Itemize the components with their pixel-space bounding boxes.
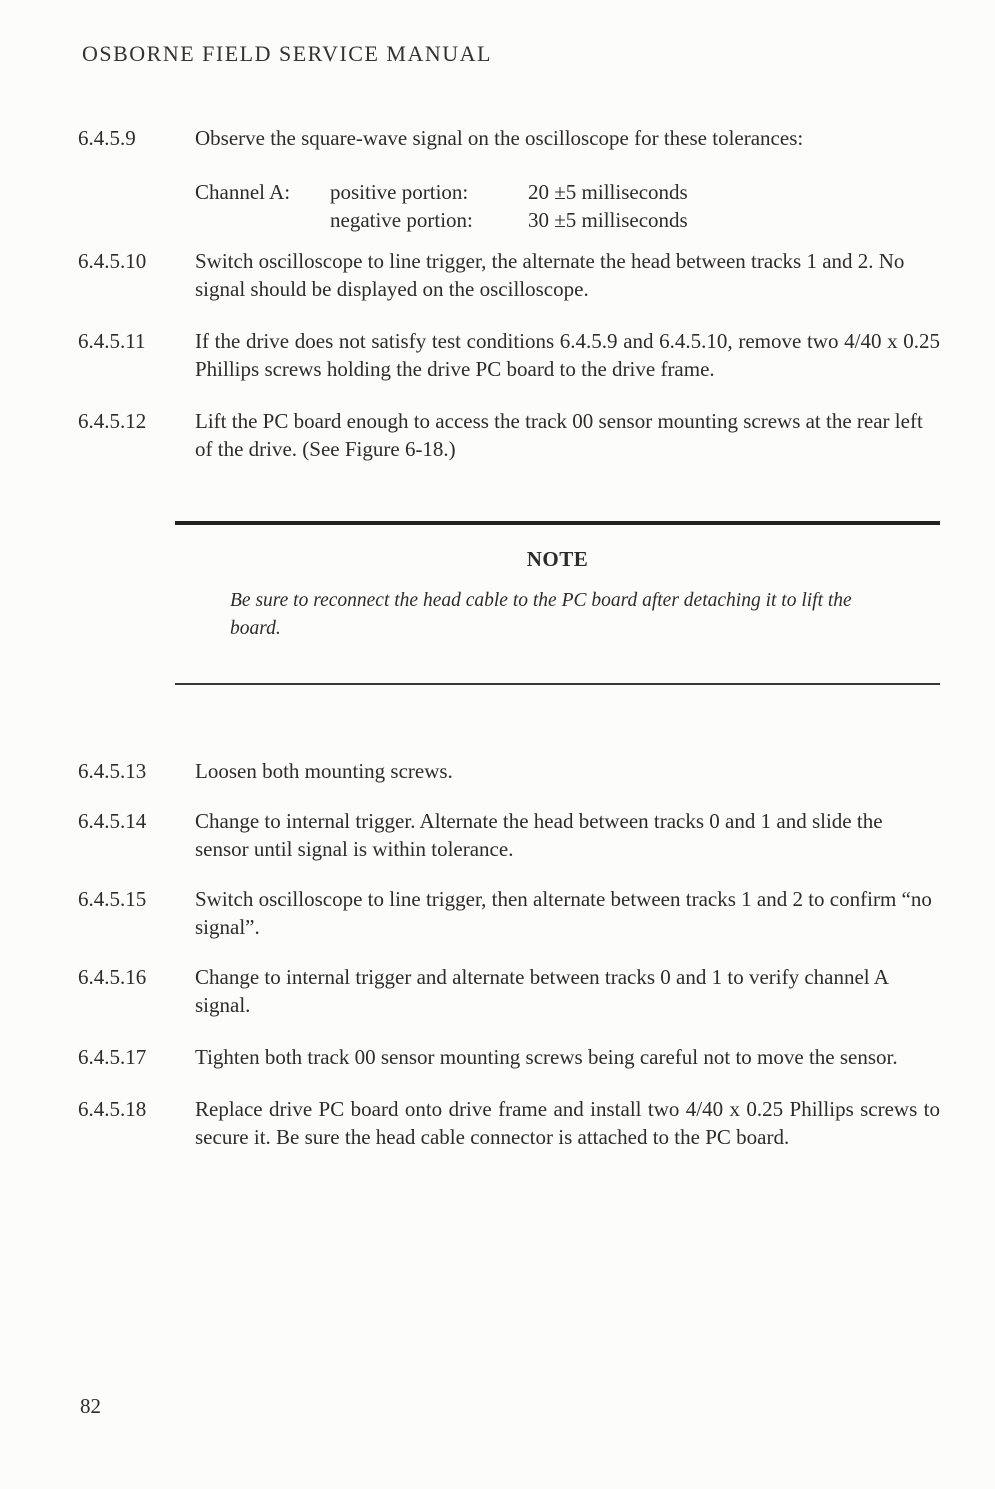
tolerance-value: 30 ±5 milliseconds (528, 208, 688, 232)
procedure-step-6-4-5-11 (78, 327, 940, 383)
step-text-block (195, 807, 940, 863)
procedure-step-6-4-5-16 (78, 963, 940, 1019)
step-number: 6.4.5.15 (78, 887, 147, 911)
procedure-step-6-4-5-18 (78, 1095, 940, 1151)
channel-label-spacer (195, 206, 330, 234)
step-number: 6.4.5.11 (78, 329, 146, 353)
step-text-block (195, 963, 940, 1019)
step-text: Change to internal trigger and alternate between tracks 0 and 1 to verify channel A signal. (195, 965, 888, 1017)
note-box (175, 521, 940, 685)
step-number: 6.4.5.14 (78, 809, 147, 833)
step-number: 6.4.5.17 (78, 1045, 147, 1069)
step-number: 6.4.5.18 (78, 1097, 147, 1121)
note-bottom-rule (175, 683, 940, 685)
step-text: Lift the PC board enough to access the track 00 sensor mounting screws at the rear left of the drive. (See Figure 6-18.) (195, 409, 923, 461)
step-text-block (195, 1043, 940, 1071)
step-text: Switch oscilloscope to line trigger, the alternate the head between tracks 1 and 2. No signal should be displayed on the oscilloscope. (195, 249, 905, 301)
step-text-block (195, 885, 940, 941)
tolerance-value: 20 ±5 milliseconds (528, 180, 688, 204)
procedure-step-6-4-5-10 (78, 247, 940, 303)
note-top-rule (175, 521, 940, 525)
channel-label: Channel A: (195, 180, 291, 204)
step-text: Loosen both mounting screws. (195, 759, 453, 783)
step-number: 6.4.5.16 (78, 965, 147, 989)
step-number: 6.4.5.9 (78, 126, 136, 150)
step-text-block (195, 757, 940, 785)
step-text: Change to internal trigger. Alternate the head between tracks 0 and 1 and slide the sensor until signal is within tolerance. (195, 809, 883, 861)
procedure-step-6-4-5-14 (78, 807, 940, 863)
step-text-block (195, 247, 940, 303)
tolerance-name: negative portion: (330, 208, 473, 232)
step-text: If the drive does not satisfy test conditions 6.4.5.9 and 6.4.5.10, remove two 4/40 x 0.25 Phillips screws holding the drive PC board to the drive frame. (195, 329, 940, 381)
procedure-step-6-4-5-12 (78, 407, 940, 463)
procedure-step-6-4-5-15 (78, 885, 940, 941)
channel-tolerance-table (195, 178, 940, 234)
procedure-step-6-4-5-13 (78, 757, 940, 785)
step-text-block (195, 327, 940, 383)
step-number: 6.4.5.10 (78, 249, 147, 273)
step-text-block (195, 407, 940, 463)
tolerance-name: positive portion: (330, 180, 469, 204)
step-text: Observe the square-wave signal on the oscilloscope for these tolerances: (195, 126, 804, 150)
step-text: Replace drive PC board onto drive frame and install two 4/40 x 0.25 Phillips screws to secure it. Be sure the head cable connector is attached to the PC board. (195, 1097, 940, 1149)
step-text: Switch oscilloscope to line trigger, then alternate between tracks 1 and 2 to confirm “no signal”. (195, 887, 932, 939)
step-text-block (195, 1095, 940, 1151)
page-header: OSBORNE FIELD SERVICE MANUAL (82, 41, 492, 66)
procedure-step-6-4-5-9 (78, 124, 940, 234)
step-text: Tighten both track 00 sensor mounting screws being careful not to move the sensor. (195, 1045, 898, 1069)
procedure-step-6-4-5-17 (78, 1043, 940, 1071)
step-number: 6.4.5.12 (78, 409, 147, 433)
step-number: 6.4.5.13 (78, 759, 147, 783)
note-title: NOTE (526, 547, 589, 571)
step-text-block (195, 124, 940, 234)
note-body: Be sure to reconnect the head cable to the PC board after detaching it to lift the board. (230, 590, 852, 639)
page-number: 82 (80, 1394, 101, 1418)
